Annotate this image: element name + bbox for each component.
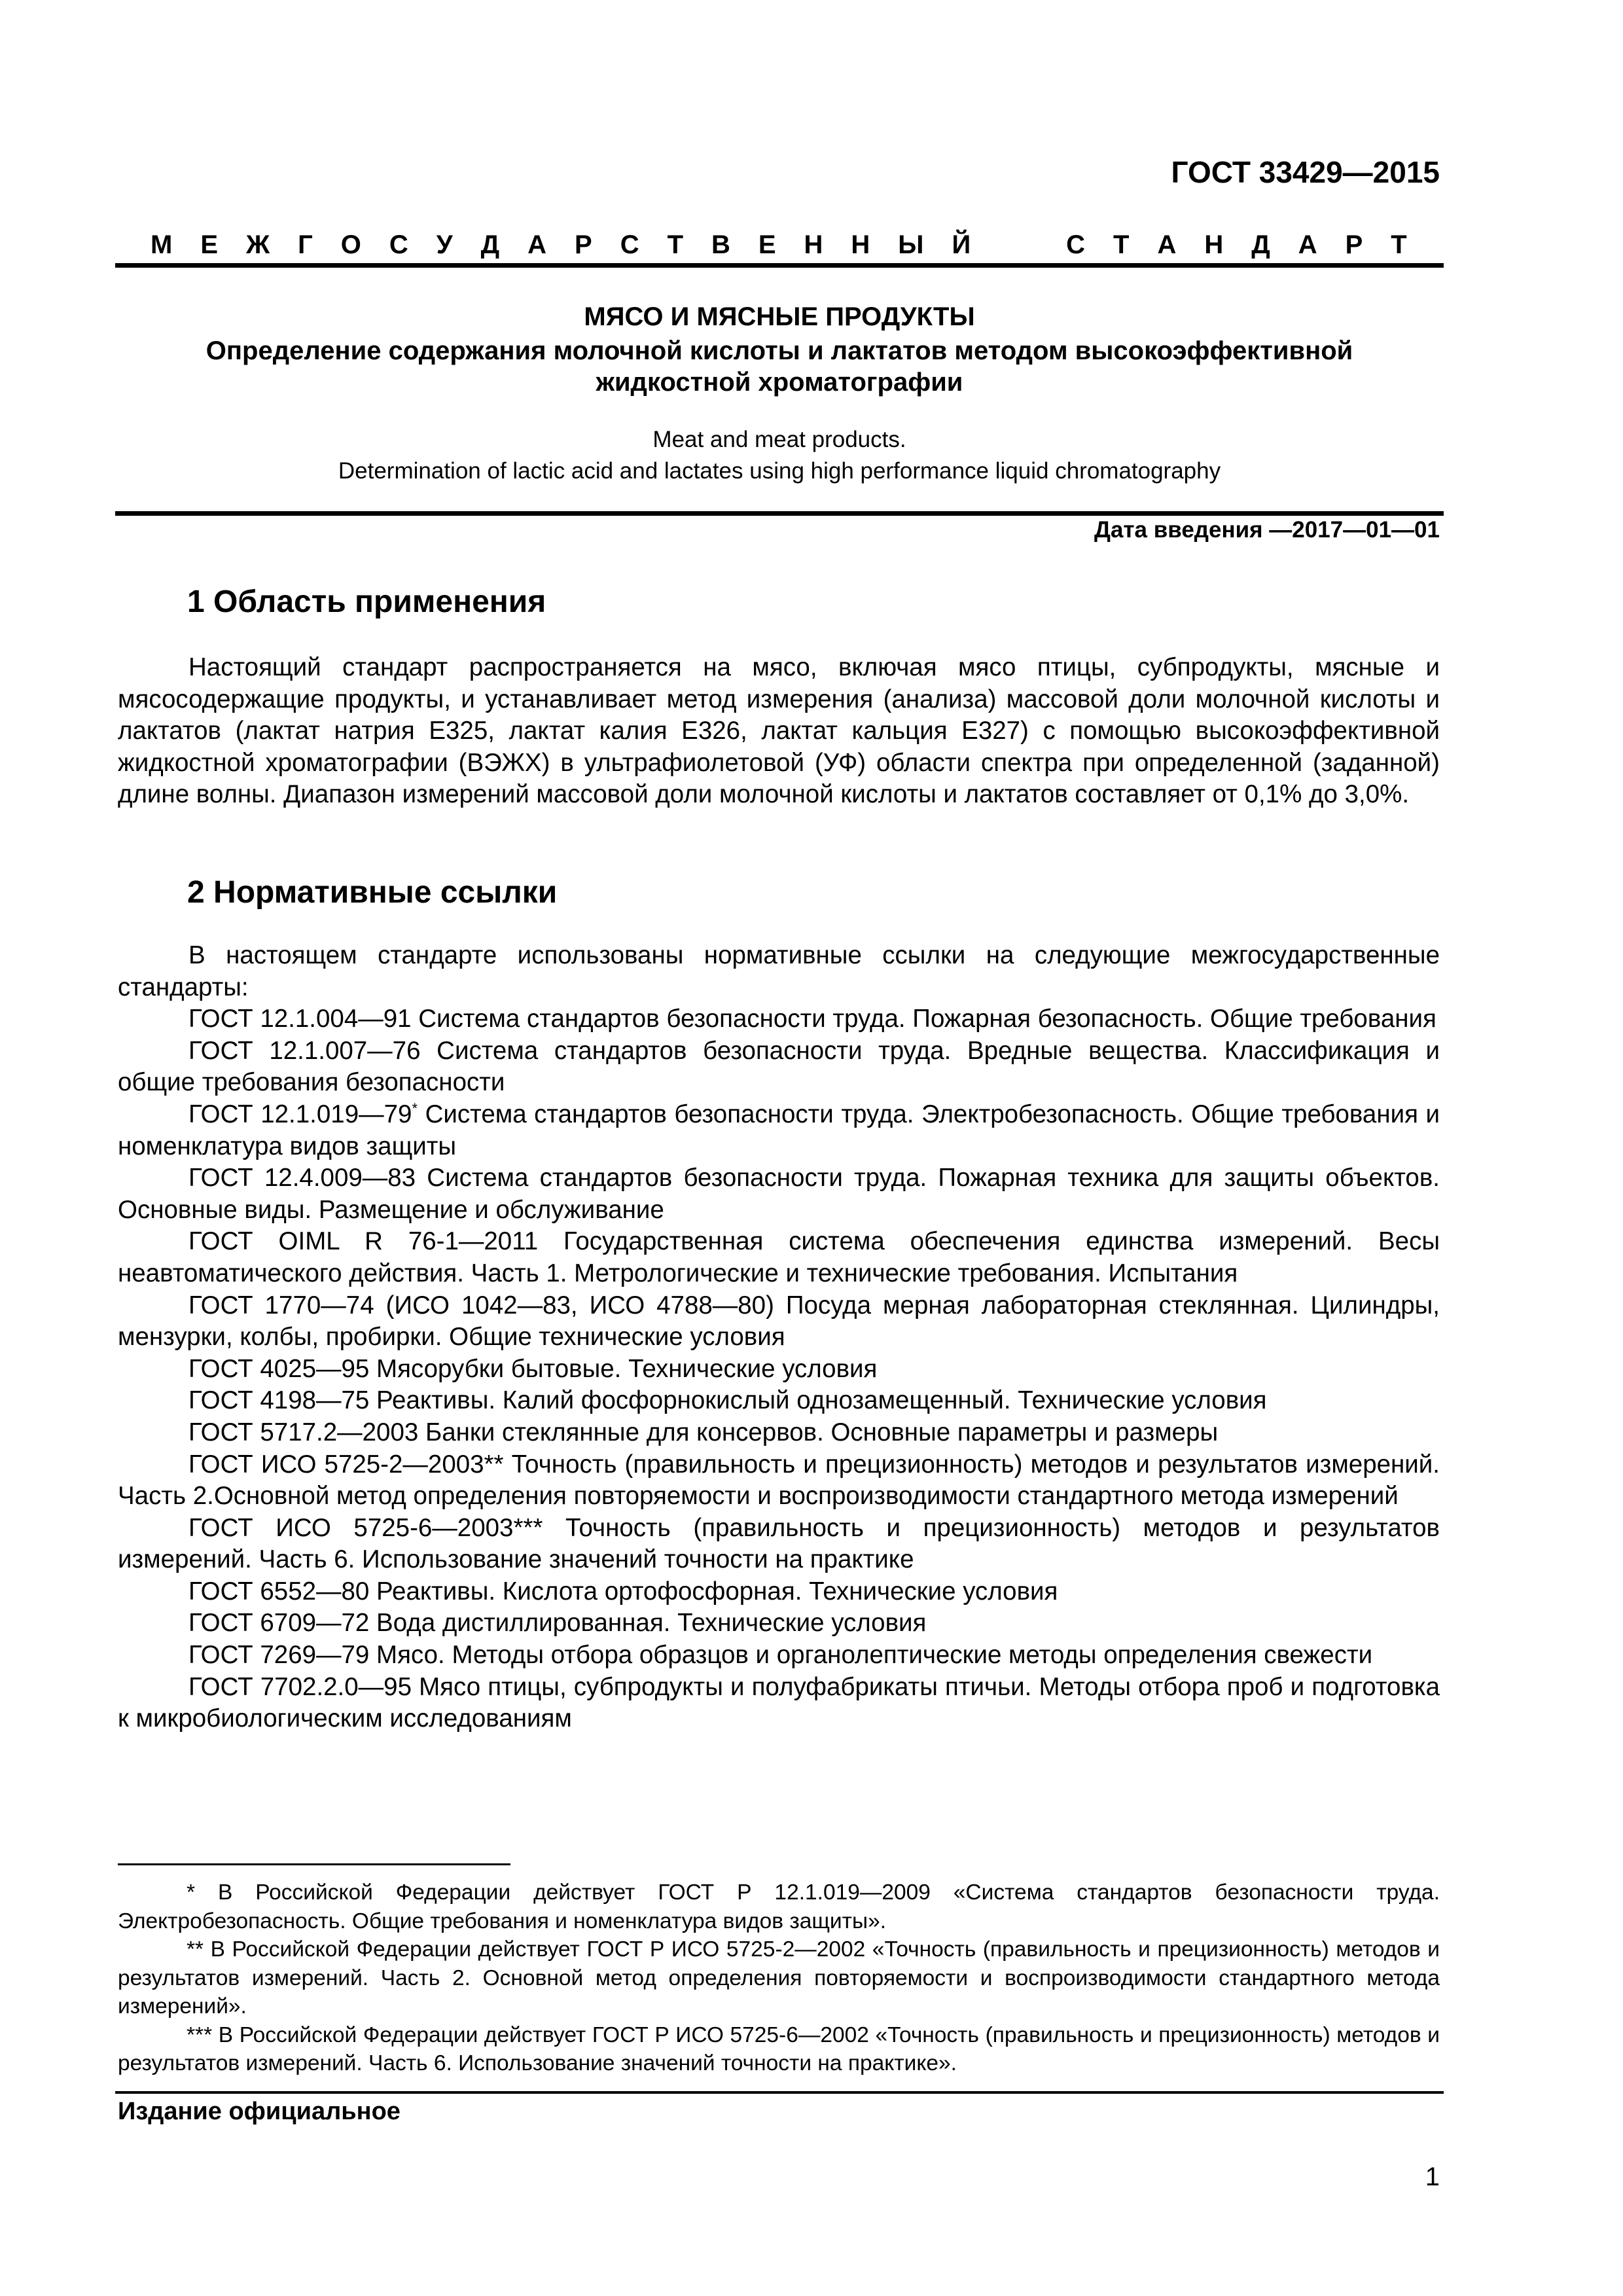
reference-title: Система стандартов безопасности труда. Электробезопасность. Общие требования и номенклатура видов защиты [118, 1100, 1440, 1160]
banner-letter: А [1298, 230, 1317, 259]
banner-letter: А [1157, 230, 1177, 259]
banner-letter: Р [1345, 230, 1363, 259]
section-1-heading: 1 Область применения [187, 584, 546, 619]
banner-letter: Н [1204, 230, 1224, 259]
document-subtitle [115, 335, 1444, 398]
normative-reference: ГОСТ 6709—72 Вода дистиллированная. Технические условия [188, 1609, 927, 1638]
normative-reference: ГОСТ ИСО 5725-6—2003*** Точность (правильность и прецизионность) методов и результатов измерений. Часть 6. Использование значений точности на практике [118, 1513, 1440, 1574]
banner-letter: Т [1391, 230, 1407, 259]
reference-code: ГОСТ 12.1.019—79 [188, 1100, 412, 1128]
normative-reference: ГОСТ 7702.2.0—95 Мясо птицы, субпродукты и полуфабрикаты птичьи. Методы отбора проб и подготовка к микробиологическим исследованиям [118, 1672, 1440, 1733]
banner-letter: Н [851, 230, 870, 259]
banner-letter: Й [952, 230, 971, 259]
normative-reference: ГОСТ 4025—95 Мясорубки бытовые. Технические условия [188, 1354, 878, 1383]
document-title: МЯСО И МЯСНЫЕ ПРОДУКТЫ [584, 302, 975, 331]
banner-letter: В [711, 230, 730, 259]
edition-note: Издание официальное [118, 2098, 401, 2125]
footnote: * В Российской Федерации действует ГОСТ Р 12.1.019—2009 «Система стандартов безопасности труда. Электробезопасность. Общие требования и номенклатура видов защиты». [118, 1880, 1440, 1933]
section-1-paragraph: Настоящий стандарт распространяется на мясо, включая мясо птицы, субпродукты, мясные и мясосодержащие продукты, и устанавливает метод измерения (анализа) массовой доли молочной кислоты и лактатов (лактат натрия Е325, лактат калия Е326, лактат кальция Е327) с помощью высокоэффективной жидкостной хроматографии (ВЭЖХ) в ультрафиолетовой (УФ) области спектра при определенной (заданной) длине волны. Диапазон измерений массовой доли молочной кислоты и лактатов составляет от 0,1% до 3,0%. [118, 653, 1440, 809]
normative-reference [118, 1099, 1440, 1162]
normative-reference: ГОСТ 5717.2—2003 Банки стеклянные для консервов. Основные параметры и размеры [188, 1418, 1219, 1446]
normative-reference: ГОСТ 6552—80 Реактивы. Кислота ортофосфорная. Технические условия [188, 1577, 1058, 1605]
normative-reference: ГОСТ 4198—75 Реактивы. Калий фосфорнокислый однозамещенный. Технические условия [188, 1386, 1267, 1415]
banner-letter: Е [758, 230, 776, 259]
footnote: ** В Российской Федерации действует ГОСТ Р ИСО 5725-2—2002 «Точность (правильность и прецизионность) методов и результатов измерений. Часть 2. Основной метод определения повторяемости и воспроизводимости стандартного метода измерений». [118, 1937, 1440, 2018]
english-title-line-2: Determination of lactic acid and lactates using high performance liquid chromatography [338, 458, 1221, 484]
footnote-marker: * [412, 1100, 418, 1117]
banner-letter: Д [1251, 230, 1270, 259]
banner-letter: Г [298, 230, 313, 259]
section-2-heading: 2 Нормативные ссылки [187, 875, 558, 910]
section-1-body [118, 652, 1440, 811]
normative-reference: ГОСТ 1770—74 (ИСО 1042—83, ИСО 4788—80) Посуда мерная лабораторная стеклянная. Цилиндры, мензурки, колбы, пробирки. Общие технические условия [118, 1291, 1440, 1352]
banner-letter: А [527, 230, 547, 259]
banner-letter: С [1066, 230, 1086, 259]
subtitle-line-1: Определение содержания молочной кислоты и лактатов методом высокоэффективной [205, 336, 1353, 365]
section-2-intro: В настоящем стандарте использованы нормативные ссылки на следующие межгосударственные стандарты: [118, 941, 1440, 1001]
banner-letter: О [340, 230, 361, 259]
normative-reference: ГОСТ OIML R 76-1—2011 Государственная система обеспечения единства измерений. Весы неавтоматического действия. Часть 1. Метрологические и технические требования. Испытания [118, 1227, 1440, 1287]
banner-word-gap [999, 230, 1038, 260]
page-number: 1 [1425, 2162, 1440, 2191]
banner-letter: Е [200, 230, 218, 259]
subtitle-line-2: жидкостной хроматографии [596, 368, 963, 397]
banner-letter: Д [480, 230, 500, 259]
introduction-date: Дата введения —2017—01—01 [1094, 517, 1440, 543]
normative-reference: ГОСТ 12.1.004—91 Система стандартов безопасности труда. Пожарная безопасность. Общие требования [188, 1005, 1436, 1033]
banner-letter: С [620, 230, 639, 259]
banner-letter: Т [667, 230, 683, 259]
normative-reference: ГОСТ 12.1.007—76 Система стандартов безопасности труда. Вредные вещества. Классификация и общие требования безопасности [118, 1036, 1440, 1097]
footnotes [118, 1878, 1440, 2078]
header-rule [115, 263, 1444, 268]
footnote-separator [118, 1863, 510, 1865]
footnote: *** В Российской Федерации действует ГОСТ Р ИСО 5725-6—2002 «Точность (правильность и прецизионность) методов и результатов измерений. Часть 6. Использование значений точности на практике». [118, 2022, 1440, 2075]
normative-reference: ГОСТ ИСО 5725-2—2003** Точность (правильность и прецизионность) методов и результатов измерений. Часть 2.Основной метод определения повторяемости и воспроизводимости стандартного метода измерений [118, 1450, 1440, 1511]
normative-reference: ГОСТ 7269—79 Мясо. Методы отбора образцов и органолептические методы определения свежести [188, 1641, 1373, 1670]
banner-letter: С [389, 230, 408, 259]
banner-letter: Н [804, 230, 823, 259]
footer-rule [115, 2091, 1444, 2094]
banner-letter: Ы [898, 230, 924, 259]
document-number: ГОСТ 33429—2015 [1171, 155, 1440, 189]
section-2-body [118, 940, 1440, 1735]
banner-letter: М [151, 230, 173, 259]
standard-type-banner [118, 230, 1440, 260]
english-title [115, 424, 1444, 487]
banner-letter: Р [575, 230, 592, 259]
english-title-line-1: Meat and meat products. [652, 427, 906, 452]
normative-reference: ГОСТ 12.4.009—83 Система стандартов безопасности труда. Пожарная техника для защиты объектов. Основные виды. Размещение и обслуживание [118, 1164, 1440, 1224]
banner-letter: Ж [245, 230, 270, 259]
banner-letter: Т [1113, 230, 1130, 259]
banner-letter: У [436, 230, 453, 259]
title-rule [115, 511, 1444, 516]
